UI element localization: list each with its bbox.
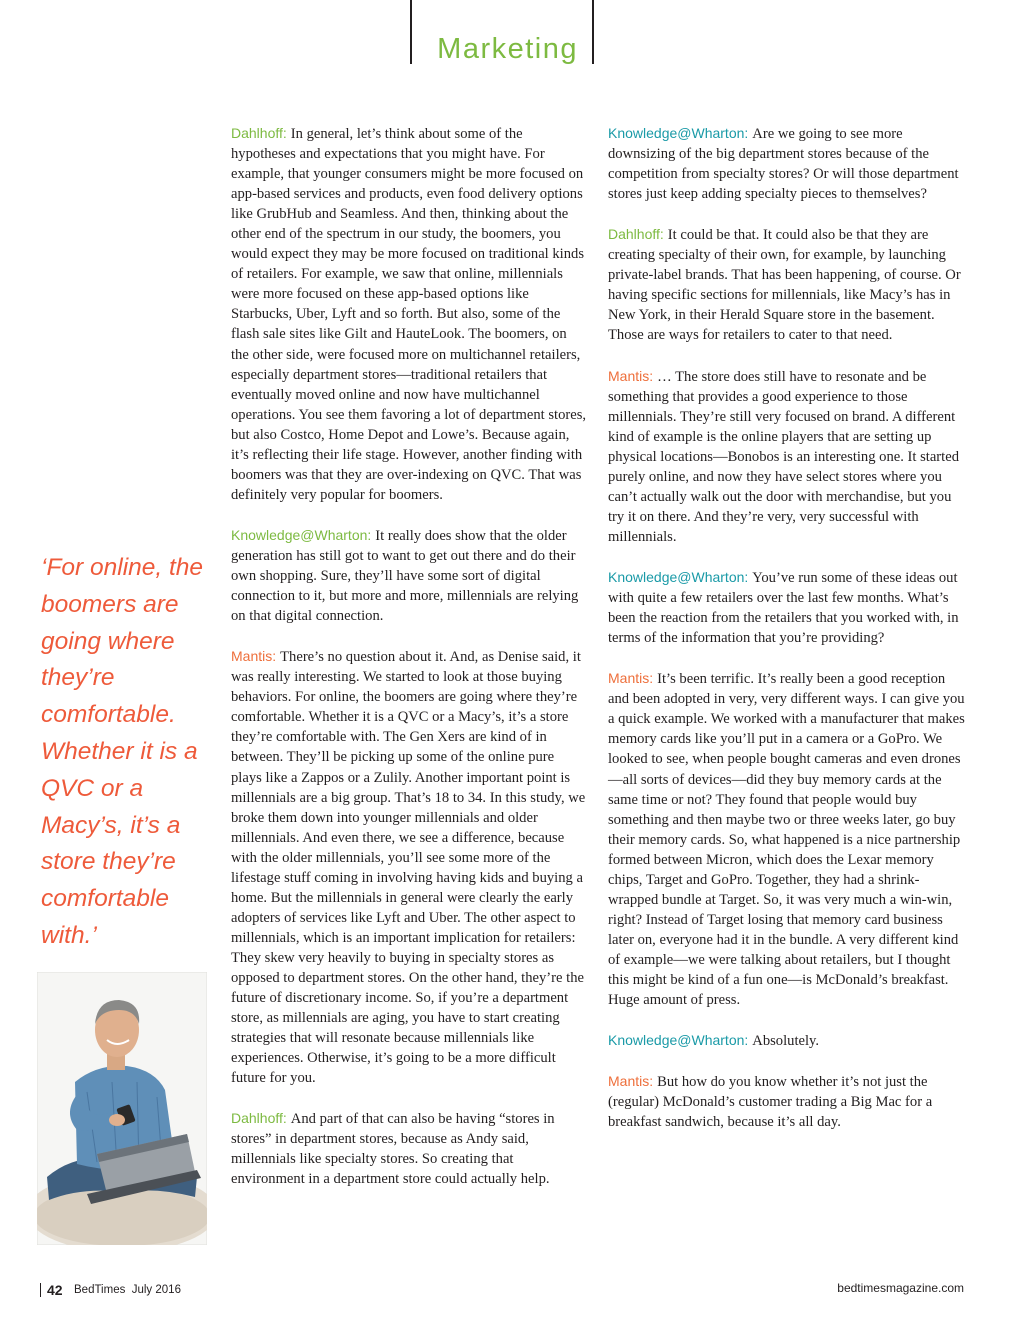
- paragraph-text: In general, let’s think about some of the hypotheses and expectations that you might have. For example, that younger consumers might be more focused on app-based services and products, even food delivery options like GrubHub and Seamless. And then, thinking about the other end of the spectrum in our study, the boomers, you would expect they may be more focused on traditional kinds of retailers. For example, we saw that online, millennials were more focused on these app-based options like Starbucks, Uber, Lyft and so forth. But also, some of the flash sale sites like Gilt and HauteLook. The boomers, on the other side, were focused more on multichannel retailers, especially department stores—traditional retailers that eventually moved online and now have multichannel operations. You see them favoring a lot of department stores, but also Costco, Home Depot and Lowe’s. Because again, it’s reflecting their life stage. However, another finding with boomers was that they are over-indexing on QVC. That was definitely very popular for boomers.: [231, 126, 587, 503]
- paragraph-text: … The store does still have to resonate and be something that provides a good experience to those millennials. They’re still very focused on brand. A different kind of example is the online players that are setting up physical locations—Bonobos is an interesting one. It started purely online, and now they have select stores where you can’t actually walk out the door with merchandise, but you try it on there. And they’re very, very successful with millennials.: [608, 368, 959, 545]
- site-url: bedtimesmagazine.com: [837, 1281, 964, 1295]
- speaker-label: Knowledge@Wharton:: [608, 569, 749, 586]
- publication-issue: BedTimes July 2016: [74, 1284, 181, 1296]
- speaker-label: Mantis:: [608, 1073, 654, 1090]
- article-column-right: [608, 123, 968, 1152]
- man-with-laptop-photo: [37, 972, 207, 1245]
- paragraph: [608, 366, 968, 547]
- speaker-label: Knowledge@Wharton:: [608, 1032, 749, 1049]
- paragraph: [608, 123, 968, 204]
- paragraph: [608, 668, 968, 1010]
- pull-quote: ‘For online, the boomers are going where they’re comfortable. Whether it is a QVC or a Macy’s, it’s a store they’re comfortable with.’: [41, 554, 204, 949]
- paragraph: [231, 1108, 587, 1189]
- paragraph-text: Are we going to see more downsizing of the big department stores because of the competition from specialty stores? Or will those department stores just keep adding specialty pieces to themselves?: [608, 126, 959, 203]
- speaker-label: Mantis:: [608, 367, 654, 384]
- speaker-label: Knowledge@Wharton:: [608, 125, 749, 141]
- paragraph-text: It could be that. It could also be that they are creating specialty of their own, for example, by launching private-label brands. That has been happening, of course. Or having specific sections for millennials, like Macy’s has in New York, in their Herald Square store in the basement. Those are ways for retailers to cater to that need.: [608, 227, 961, 344]
- paragraph-text: And part of that can also be having “stores in stores” in department stores, because as Andy said, millennials like specialty stores. So creating that environment in a department store could actually help.: [231, 1111, 555, 1188]
- paragraph-text: Absolutely.: [752, 1033, 820, 1050]
- speaker-label: Mantis:: [231, 648, 277, 665]
- speaker-label: Knowledge@Wharton:: [231, 526, 372, 543]
- page-number: 42: [47, 1282, 63, 1298]
- article-column-middle: [231, 123, 587, 1210]
- section-title: Marketing: [437, 33, 578, 65]
- paragraph: [231, 646, 587, 1088]
- speaker-label: Dahlhoff:: [231, 1110, 287, 1127]
- paragraph-text: But how do you know whether it’s not just the (regular) McDonald’s customer trading a Big Mac for a breakfast sandwich, because it’s all day.: [608, 1074, 933, 1131]
- paragraph-text: It’s been terrific. It’s really been a good reception and been adopted in very, very different ways. I can give you a quick example. We worked with a manufacturer that makes memory cards like you’ll put in a camera or a GoPro. We looked to see, when people bought cameras and even drones—all sorts of devices—did they buy memory cards at the same time or not? They found that people would buy something and then maybe two or three weeks later, go buy their memory cards. So, what happened is a nice partnership formed between Micron, which does the Lexar memory chips, Target and GoPro. Together, they had a shrink-wrapped bundle at Target. So, it was very much a win-win, right? Instead of Target losing that memory card business later on, everyone had it in the bundle. A very different kind of example—we were talking about retailers, but I thought this might be kind of a fun one—is McDonald’s breakfast. Huge amount of press.: [608, 671, 965, 1009]
- speaker-label: Mantis:: [608, 670, 654, 687]
- paragraph: [231, 123, 587, 505]
- paragraph: [608, 1030, 968, 1051]
- paragraph: [608, 1071, 968, 1132]
- paragraph: [608, 224, 968, 345]
- paragraph-text: There’s no question about it. And, as Denise said, it was really interesting. We started to look at those buying behaviors. For online, the boomers are going where they’re comfortable. Whether it is a QVC or a Macy’s, it’s a store they’re comfortable with. The Gen Xers are kind of in between. They’ll be picking up some of the online pure plays like a Zappos or a Zulily. Another important point is millennials are a big group. That’s 18 to 34. In this study, we broke them down into younger millennials and older millennials. And even there, we see a difference, because with the older millennials, you’ll see some more of the lifestage stuff coming in involving having kids and buying a home. But the millennials in general were clearly the early adopters of services like Lyft and Uber. The other aspect to millennials, which is an important implication for retailers: They skew very heavily to buying in specialty stores as opposed to department stores. On the other hand, they’re the future of discretionary income. So, if you’re a department store, as millennials are aging, you have to start creating strategies that will resonate because millennials like experiences. Otherwise, it’s going to be a more difficult future for you.: [231, 649, 586, 1087]
- paragraph: [608, 567, 968, 648]
- paragraph: [231, 525, 587, 626]
- header-rule-right: [592, 0, 594, 64]
- footer-rule: [40, 1283, 41, 1297]
- speaker-label: Dahlhoff:: [608, 226, 664, 243]
- speaker-label: Dahlhoff:: [231, 125, 287, 141]
- paragraph-text: You’ve run some of these ideas out with quite a few retailers over the last few months. What’s been the reaction from the retailers that you worked with, in terms of the information that you’re providing?: [608, 570, 959, 647]
- paragraph-text: It really does show that the older generation has still got to want to get out there and do their own shopping. Sure, they’ll have some sort of digital connection to it, but more and more, millennials are relying on that digital connection.: [231, 527, 579, 625]
